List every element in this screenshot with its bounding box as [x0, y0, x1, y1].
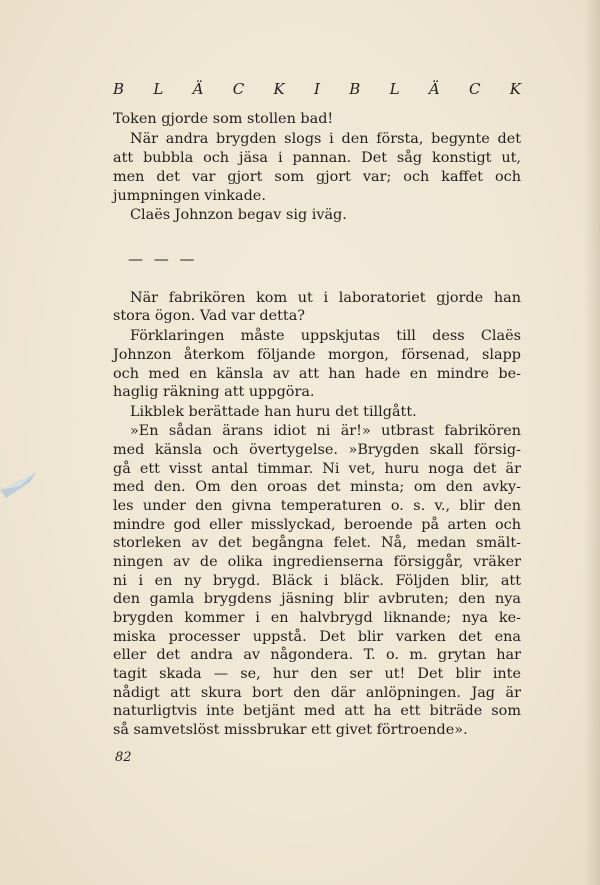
text-line: storleken av det begångna felet. Nå, medan smält-	[113, 535, 521, 551]
text-line: nådigt att skura bort den där anlöpningen. Jag är	[113, 685, 521, 701]
text-line: les under den givna temperaturen o. s. v., blir den	[113, 498, 521, 514]
text-line: När andra brygden slogs i den första, begynte det	[130, 131, 521, 147]
text-line: mindre god eller misslyckad, beroende på arten och	[113, 517, 521, 533]
text-line: eller det andra av någondera. T. o. m. grytan har	[113, 647, 521, 663]
running-head-letter: Ä	[428, 80, 440, 98]
text-line: den gamla brygdens jäsning blir avbruten; den nya	[113, 591, 521, 607]
running-head-letter: L	[389, 80, 400, 98]
text-line: tagit skada — se, hur den ser ut! Det blir inte	[113, 666, 521, 682]
text-line: Token gjorde som stollen bad!	[113, 111, 334, 127]
text-line: och med en känsla av att han hade en mindre be-	[113, 366, 521, 382]
text-line: ni i en ny brygd. Bläck i bläck. Följden blir, att	[113, 573, 521, 589]
paper-tab-mark	[0, 468, 38, 504]
text-line: Claës Johnzon begav sig iväg.	[130, 207, 347, 223]
text-line: brygden kommer i en halvbrygd liknande; nya ke-	[113, 610, 521, 626]
running-head-letter: K	[273, 80, 285, 98]
text-line: naturligtvis inte betjänt med att ha ett biträde som	[113, 703, 521, 719]
page-edge-shadow	[584, 0, 600, 885]
section-separator: — — —	[128, 250, 198, 268]
text-line: miska processer uppstå. Det blir varken det ena	[113, 629, 521, 645]
running-head-letter: C	[232, 80, 245, 98]
text-line: haglig räkning att uppgöra.	[113, 384, 315, 400]
running-head-letter: K	[509, 80, 521, 98]
text-line: stora ögon. Vad var detta?	[113, 308, 306, 324]
text-line: gå ett visst antal timmar. Ni vet, huru noga det är	[113, 461, 521, 477]
text-line: ningen av de olika ingredienserna försiggår, vräker	[113, 554, 521, 570]
text-line: Likblek berättade han huru det tillgått.	[130, 404, 417, 420]
text-line: jumpningen vinkade.	[113, 188, 266, 204]
running-head-letter: L	[153, 80, 164, 98]
text-line: Johnzon återkom följande morgon, försenad, slapp	[113, 347, 521, 363]
running-head-letter: B	[113, 80, 125, 98]
text-line: att bubbla och jäsa i pannan. Det såg konstigt ut,	[113, 150, 521, 166]
text-line: men det var gjort som gjort var; och kaffet och	[113, 169, 521, 185]
text-line: så samvetslöst missbrukar ett givet förtroende».	[113, 722, 468, 738]
text-line: När fabrikören kom ut i laboratoriet gjorde han	[130, 290, 521, 306]
running-head-letter: B	[349, 80, 361, 98]
text-line: Förklaringen måste uppskjutas till dess Claës	[130, 328, 521, 344]
text-line: med känsla och övertygelse. »Brygden skall försig-	[113, 442, 521, 458]
running-head-letter: C	[469, 80, 481, 98]
text-line: med den. Om den oroas det minsta; om den avky-	[113, 479, 521, 495]
text-line: »En sådan ärans idiot ni är!» utbrast fabrikören	[130, 423, 521, 439]
running-head	[113, 80, 521, 102]
running-head-letter: Ä	[192, 80, 204, 98]
running-head-letter: I	[314, 80, 320, 98]
page-number: 82	[115, 750, 132, 765]
